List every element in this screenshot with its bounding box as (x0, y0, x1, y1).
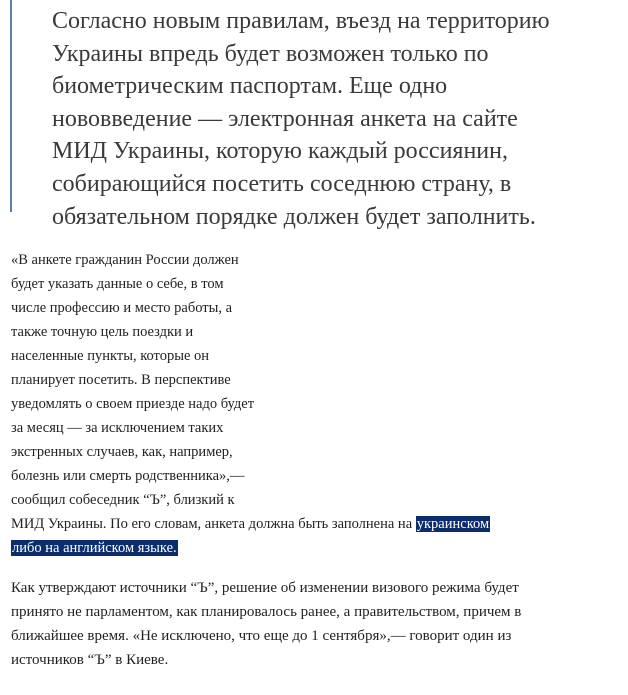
article-paragraph-2 (11, 576, 521, 672)
pull-quote-line: обязательном порядке должен будет заполнить. (52, 203, 536, 230)
paragraph-line: числе профессию и место работы, а (11, 300, 233, 316)
pull-quote-line: Украины впредь будет возможен только по (52, 40, 489, 67)
paragraph-line: Как утверждают источники “Ъ”, решение об изменении визового режима будет (11, 580, 519, 596)
paragraph-line-text: МИД Украины. По его словам, анкета должна быть заполнена на (11, 516, 416, 532)
pull-quote-line: нововведение — электронная анкета на сайте (52, 105, 518, 132)
pull-quote-line: собирающийся посетить соседнюю страну, в (52, 170, 512, 197)
pull-quote (10, 0, 622, 230)
selected-text-highlight[interactable]: либо на английском языке. (12, 540, 177, 556)
quote-accent-bar (10, 0, 12, 212)
paragraph-line: экстренных случаев, как, например, (11, 444, 233, 460)
paragraph-line: планирует посетить. В перспективе (11, 372, 231, 388)
paragraph-line: «В анкете гражданин России должен (11, 252, 239, 268)
paragraph-line: за месяц — за исключением таких (11, 420, 224, 436)
paragraph-line: сообщил собеседник “Ъ”, близкий к (11, 492, 235, 508)
pull-quote-text (52, 5, 550, 233)
paragraph-line: будет указать данные о себе, в том (11, 276, 224, 292)
pull-quote-line: Согласно новым правилам, въезд на территорию (52, 8, 550, 34)
paragraph-line: уведомлять о своем приезде надо будет (11, 396, 255, 412)
paragraph-line: ближайшее время. «Не исключено, что еще до 1 сентября»,— говорит один из (11, 628, 512, 644)
paragraph-line (11, 536, 490, 560)
paragraph-line: населенные пункты, которые он (11, 348, 210, 364)
paragraph-line: болезнь или смерть родственника»,— (11, 468, 245, 484)
paragraph-line: также точную цель поездки и (11, 324, 194, 340)
paragraph-line: источников “Ъ” в Киеве. (11, 652, 169, 668)
pull-quote-line: МИД Украины, которую каждый россиянин, (52, 138, 508, 165)
paragraph-line: принято не парламентом, как планировалось ранее, а правительством, причем в (11, 604, 522, 620)
selected-text-highlight[interactable]: украинском (416, 516, 490, 532)
pull-quote-line: биометрическим паспортам. Еще одно (52, 73, 448, 100)
article-paragraph-1 (11, 248, 490, 560)
paragraph-line (11, 512, 490, 536)
